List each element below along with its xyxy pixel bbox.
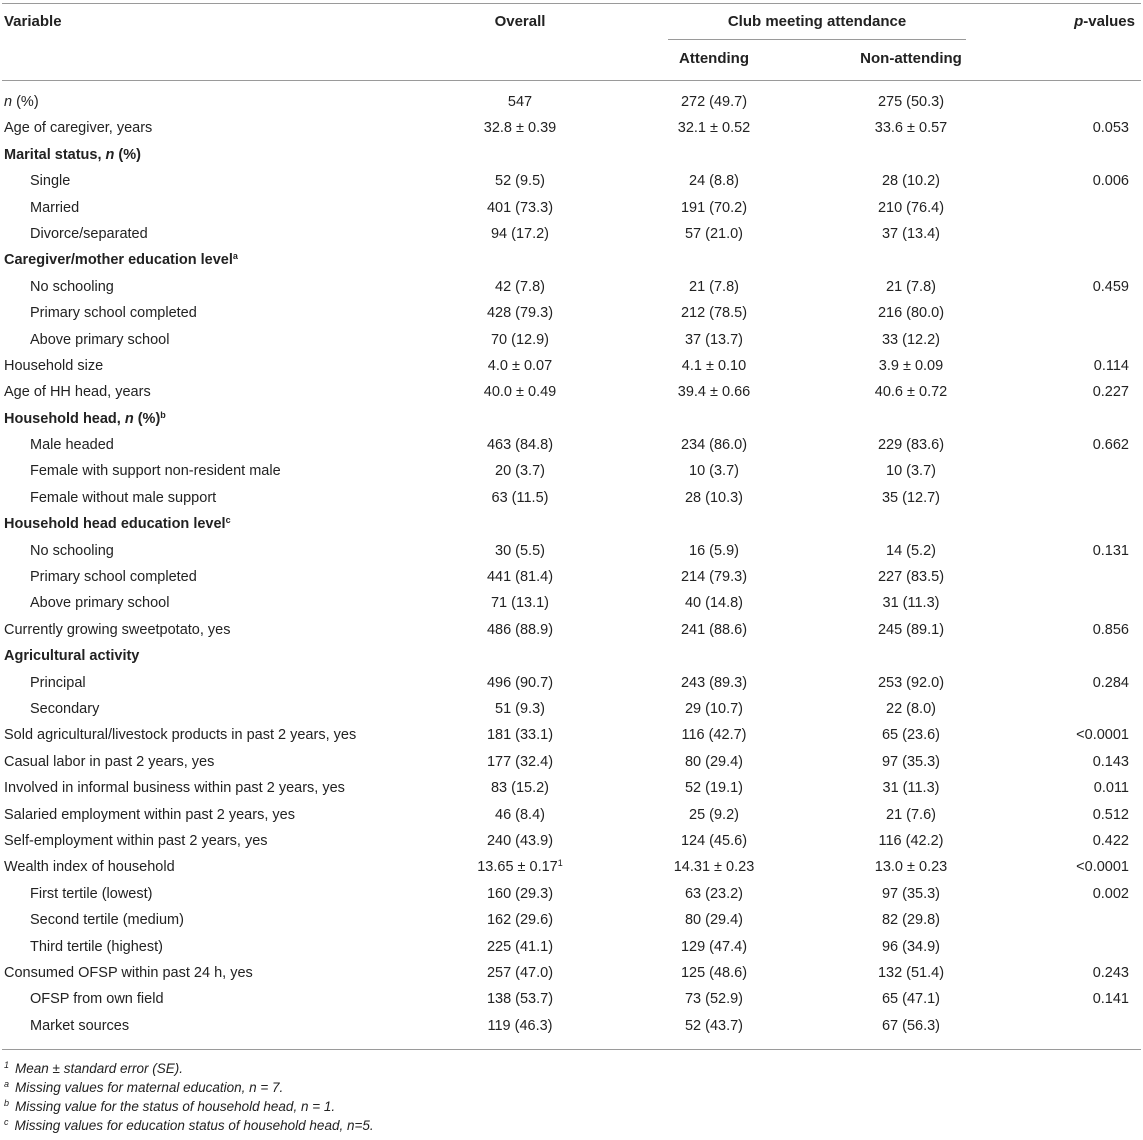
table-row: [0, 830, 1143, 856]
cell-variable: Male headed: [30, 437, 114, 454]
cell-non-attending: 33 (12.2): [881, 331, 941, 348]
cell-attending: 116 (42.7): [681, 727, 747, 744]
cell-p-value: 0.141: [1092, 991, 1129, 1008]
cell-non-attending: 229 (83.6): [877, 437, 945, 454]
cell-p-value: <0.0001: [1076, 727, 1129, 744]
cell-non-attending: 65 (47.1): [881, 991, 941, 1008]
cell-p-value: <0.0001: [1076, 859, 1129, 876]
table-row: [0, 302, 1143, 328]
cell-attending: 129 (47.4): [680, 938, 748, 955]
cell-attending: 191 (70.2): [680, 199, 748, 216]
cell-variable: Female with support non-resident male: [30, 463, 281, 480]
table-row: [0, 170, 1143, 196]
cell-variable: Household head education level$^c$: [4, 515, 231, 533]
cell-non-attending: 21 (7.8): [886, 278, 936, 295]
cell-attending: 272 (49.7): [680, 94, 748, 110]
cell-variable: Currently growing sweetpotato, yes: [4, 621, 231, 638]
header-club-meeting-attendance: Club meeting attendance: [727, 13, 907, 30]
cell-overall: 70 (12.9): [490, 331, 550, 348]
cell-overall: 46 (8.4): [495, 806, 545, 823]
footnote: [4, 1078, 374, 1097]
cell-variable: Female without male support: [30, 489, 217, 506]
cell-variable: n (%): [4, 94, 39, 110]
cell-overall: 42 (7.8): [495, 278, 545, 295]
cell-non-attending: 3.9 ± 0.09: [878, 357, 944, 374]
table-row: [0, 672, 1143, 698]
table-row: [0, 936, 1143, 962]
cell-non-attending: 253 (92.0): [877, 674, 945, 691]
cell-variable: First tertile (lowest): [30, 885, 153, 902]
cell-variable: Above primary school: [30, 331, 170, 348]
cell-overall: 401 (73.3): [486, 199, 554, 216]
cell-overall: 240 (43.9): [486, 832, 554, 849]
cell-variable: Principal: [30, 674, 86, 691]
cell-p-value: 0.662: [1092, 437, 1129, 454]
table-row: [0, 276, 1143, 302]
cell-p-value: 0.459: [1092, 278, 1129, 295]
cell-overall: 225 (41.1): [486, 938, 554, 955]
cell-non-attending: 13.0 ± 0.23: [874, 859, 948, 876]
table-body: [0, 91, 1143, 1041]
cell-non-attending: 216 (80.0): [877, 305, 945, 322]
table-row: [0, 1015, 1143, 1041]
cell-overall: 160 (29.3): [486, 885, 554, 902]
cell-non-attending: 21 (7.6): [886, 806, 936, 823]
cell-attending: 28 (10.3): [684, 489, 744, 506]
cell-variable: Market sources: [30, 1017, 130, 1034]
cell-p-value: 0.053: [1092, 120, 1129, 137]
cell-overall: 63 (11.5): [491, 489, 549, 506]
cell-non-attending: 227 (83.5): [877, 569, 945, 586]
cell-variable: OFSP from own field: [30, 991, 164, 1008]
cell-non-attending: 97 (35.3): [881, 753, 941, 770]
cell-p-value: 0.114: [1093, 357, 1129, 374]
cell-attending: 125 (48.6): [680, 964, 748, 981]
cell-p-value: 0.143: [1092, 753, 1129, 770]
table-row: [0, 566, 1143, 592]
cell-variable: Agricultural activity: [4, 648, 140, 665]
table-row: [0, 223, 1143, 249]
header-p-rest: -values: [1083, 13, 1135, 30]
table-row: [0, 540, 1143, 566]
table-bottom-rule: [2, 1049, 1141, 1050]
cell-variable: Second tertile (medium): [30, 912, 184, 929]
cell-overall: 428 (79.3): [486, 305, 554, 322]
cell-non-attending: 22 (8.0): [886, 700, 936, 717]
table-row: [0, 487, 1143, 513]
cell-overall: 71 (13.1): [490, 595, 550, 612]
cell-non-attending: 14 (5.2): [886, 542, 936, 559]
cell-p-value: 0.422: [1092, 832, 1129, 849]
header-p-letter: p: [1074, 13, 1084, 30]
cell-attending: 14.31 ± 0.23: [673, 859, 755, 876]
cell-attending: 29 (10.7): [684, 700, 744, 717]
cell-p-value: 0.002: [1092, 885, 1129, 902]
table-row: [0, 144, 1143, 170]
footnotes: [4, 1059, 374, 1135]
cell-overall: 441 (81.4): [486, 569, 554, 586]
cell-overall: 547: [507, 94, 533, 110]
cell-variable: Marital status, n (%): [4, 146, 141, 163]
cell-variable: No schooling: [30, 542, 114, 559]
cell-non-attending: 82 (29.8): [881, 912, 941, 929]
cell-attending: 10 (3.7): [689, 463, 739, 480]
cell-p-value: 0.856: [1092, 621, 1129, 638]
cell-p-value: 0.227: [1092, 384, 1129, 401]
cell-overall: 94 (17.2): [490, 225, 550, 242]
cell-variable: Primary school completed: [30, 305, 197, 322]
cell-variable: Primary school completed: [30, 569, 197, 586]
cell-attending: 234 (86.0): [680, 437, 748, 454]
cell-attending: 37 (13.7): [684, 331, 744, 348]
cell-overall: 138 (53.7): [486, 991, 554, 1008]
cell-non-attending: 35 (12.7): [881, 489, 941, 506]
cell-attending: 24 (8.8): [689, 173, 739, 190]
table-row: [0, 408, 1143, 434]
table-row: [0, 988, 1143, 1014]
footnote-mark: b: [4, 1098, 10, 1108]
footnote-mark: a: [4, 1079, 10, 1089]
cell-overall: 52 (9.5): [495, 173, 545, 190]
cell-overall: 20 (3.7): [495, 463, 545, 480]
header-attending: Attending: [679, 50, 749, 67]
cell-p-value: 0.011: [1093, 780, 1129, 797]
cell-attending: 4.1 ± 0.10: [681, 357, 747, 374]
cell-variable: Casual labor in past 2 years, yes: [4, 753, 215, 770]
cell-overall: 181 (33.1): [486, 727, 554, 744]
cell-variable: Caregiver/mother education level$^a$: [4, 251, 238, 269]
table-row: [0, 197, 1143, 223]
cell-overall: 51 (9.3): [495, 700, 545, 717]
table-row: [0, 592, 1143, 618]
cell-overall: 83 (15.2): [490, 780, 550, 797]
cell-overall: 257 (47.0): [486, 964, 554, 981]
table-row: [0, 381, 1143, 407]
cell-non-attending: 96 (34.9): [881, 938, 941, 955]
footnote-mark: 1: [557, 858, 563, 869]
cell-variable: Divorce/separated: [30, 225, 148, 242]
cell-variable: Wealth index of household: [4, 859, 175, 876]
cell-variable: Age of HH head, years: [4, 384, 151, 401]
cell-attending: 80 (29.4): [684, 912, 744, 929]
cell-overall: 496 (90.7): [486, 674, 554, 691]
table-row: [0, 883, 1143, 909]
cell-non-attending: 33.6 ± 0.57: [874, 120, 948, 137]
footnote: [4, 1059, 374, 1078]
cell-p-value: 0.131: [1092, 542, 1129, 559]
cell-p-value: 0.243: [1092, 964, 1129, 981]
cell-variable: No schooling: [30, 278, 114, 295]
cell-non-attending: 37 (13.4): [881, 225, 941, 242]
cell-non-attending: 67 (56.3): [881, 1017, 941, 1034]
table-row: [0, 355, 1143, 381]
cell-attending: 212 (78.5): [680, 305, 748, 322]
cell-variable: Consumed OFSP within past 24 h, yes: [4, 964, 253, 981]
cell-non-attending: 132 (51.4): [877, 964, 945, 981]
cell-variable: Secondary: [30, 700, 100, 717]
cell-overall: 32.8 ± 0.39: [483, 120, 557, 137]
table-row: [0, 460, 1143, 486]
cell-overall: 40.0 ± 0.49: [483, 384, 557, 401]
cell-attending: 52 (19.1): [684, 780, 744, 797]
footnote: [4, 1097, 374, 1116]
footnote-mark: b: [160, 409, 166, 420]
cell-overall: $13.65 \pm 0.17^1$: [477, 858, 563, 876]
cell-variable: Involved in informal business within past 2 years, yes: [4, 780, 345, 797]
cell-overall: 486 (88.9): [486, 621, 554, 638]
header-overall: Overall: [494, 13, 546, 30]
cell-p-value: 0.284: [1092, 674, 1129, 691]
cell-attending: 52 (43.7): [684, 1017, 744, 1034]
cell-non-attending: 28 (10.2): [881, 173, 941, 190]
cell-variable: Married: [30, 199, 80, 216]
table-row: [0, 645, 1143, 671]
cell-variable: Household size: [4, 357, 104, 374]
header-p-values: [1074, 13, 1135, 30]
table-row: [0, 962, 1143, 988]
table-top-rule: [2, 3, 1141, 4]
footnote-mark: 1: [4, 1060, 10, 1070]
footnote: [4, 1116, 374, 1135]
cell-non-attending: 10 (3.7): [886, 463, 936, 480]
table-row: [0, 777, 1143, 803]
cell-overall: 30 (5.5): [495, 542, 545, 559]
footnote-text: Missing values for maternal education, n = 7.: [15, 1080, 284, 1095]
cell-non-attending: 275 (50.3): [877, 94, 945, 110]
cell-attending: 243 (89.3): [680, 674, 748, 691]
footnote-mark: a: [232, 251, 238, 262]
cell-overall: 463 (84.8): [486, 437, 554, 454]
cell-non-attending: 97 (35.3): [881, 885, 941, 902]
cell-variable: Single: [30, 173, 71, 190]
cell-overall: 177 (32.4): [486, 753, 554, 770]
cell-attending: 73 (52.9): [684, 991, 744, 1008]
table-row: [0, 91, 1143, 117]
table-row: [0, 117, 1143, 143]
table-row: [0, 804, 1143, 830]
cell-overall: 162 (29.6): [486, 912, 554, 929]
cell-p-value: 0.006: [1092, 173, 1129, 190]
cell-non-attending: 116 (42.2): [878, 832, 944, 849]
table-row: [0, 249, 1143, 275]
table-row: [0, 856, 1143, 882]
cell-p-value: 0.512: [1092, 806, 1129, 823]
cell-non-attending: 65 (23.6): [881, 727, 941, 744]
cell-attending: 25 (9.2): [689, 806, 739, 823]
table-row: [0, 751, 1143, 777]
cell-non-attending: 245 (89.1): [877, 621, 945, 638]
cell-attending: 80 (29.4): [684, 753, 744, 770]
cell-attending: 32.1 ± 0.52: [677, 120, 751, 137]
cell-attending: 63 (23.2): [684, 885, 744, 902]
footnote-text: Missing values for education status of household head, n=5.: [14, 1118, 374, 1133]
table-row: [0, 724, 1143, 750]
cell-attending: 214 (79.3): [680, 569, 748, 586]
table-row: [0, 329, 1143, 355]
cell-overall: 119 (46.3): [487, 1017, 553, 1034]
cell-variable: Above primary school: [30, 595, 170, 612]
cell-attending: 39.4 ± 0.66: [677, 384, 751, 401]
cell-attending: 241 (88.6): [680, 621, 748, 638]
footnote-mark: c: [4, 1117, 9, 1127]
cell-non-attending: 40.6 ± 0.72: [874, 384, 948, 401]
cell-non-attending: 31 (11.3): [882, 780, 940, 797]
footnote-text: Mean ± standard error (SE).: [15, 1061, 183, 1076]
cell-variable: Third tertile (highest): [30, 938, 163, 955]
table-row: [0, 909, 1143, 935]
table-row: [0, 513, 1143, 539]
cell-variable: Age of caregiver, years: [4, 120, 153, 137]
cell-attending: 124 (45.6): [680, 832, 748, 849]
table-row: [0, 619, 1143, 645]
table-row: [0, 698, 1143, 724]
cell-variable: Sold agricultural/livestock products in past 2 years, yes: [4, 727, 357, 744]
cell-non-attending: 210 (76.4): [877, 199, 945, 216]
cell-overall: 4.0 ± 0.07: [487, 357, 553, 374]
cell-attending: 16 (5.9): [689, 542, 739, 559]
cell-attending: 40 (14.8): [684, 595, 744, 612]
header-bottom-rule: [2, 80, 1141, 81]
cell-variable: Household head, n (%)$^b$: [4, 409, 166, 427]
table-row: [0, 434, 1143, 460]
cell-non-attending: 31 (11.3): [882, 595, 940, 612]
cell-variable: Salaried employment within past 2 years, yes: [4, 806, 295, 823]
cell-attending: 57 (21.0): [684, 225, 744, 242]
footnote-mark: c: [225, 515, 231, 526]
header-non-attending: Non-attending: [860, 50, 962, 67]
cell-attending: 21 (7.8): [689, 278, 739, 295]
header-variable: Variable: [4, 13, 62, 30]
footnote-text: Missing value for the status of household head, n = 1.: [15, 1099, 336, 1114]
cell-variable: Self-employment within past 2 years, yes: [4, 832, 268, 849]
header-subrule: [668, 39, 966, 40]
